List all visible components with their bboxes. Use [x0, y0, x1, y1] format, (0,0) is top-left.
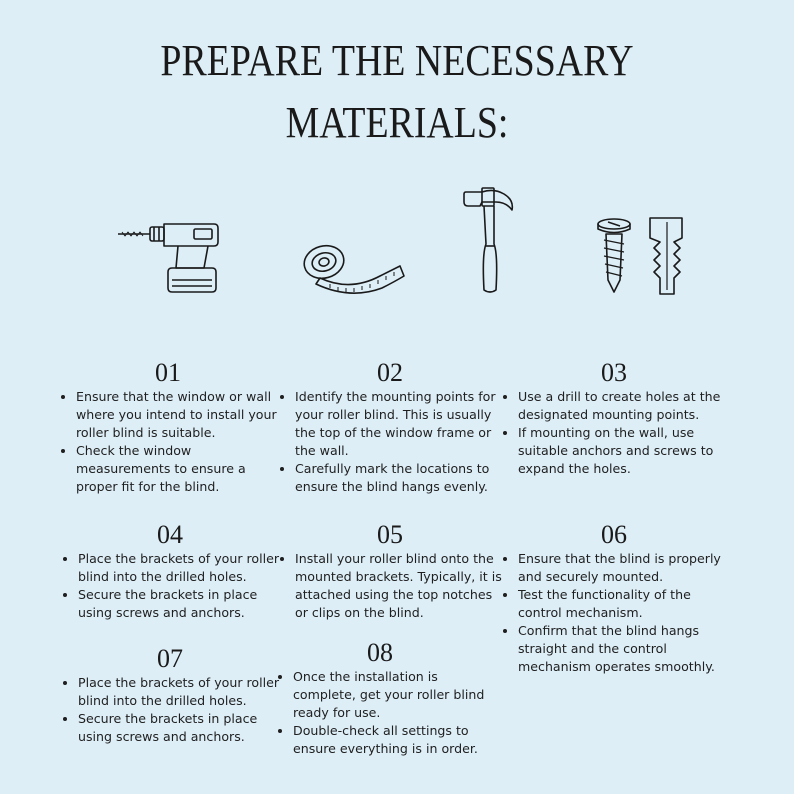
step-bullets [500, 388, 728, 478]
step-bullet: • Secure the brackets in place using screws and anchors. [78, 586, 280, 622]
step-bullet: • Ensure that the window or wall where you intend to install your roller blind is suitable. [76, 388, 278, 442]
step-bullet: • Confirm that the blind hangs straight and the control mechanism operates smoothly. [518, 622, 728, 676]
step-05 [277, 522, 503, 622]
hammer-icon [460, 184, 516, 296]
step-01 [58, 360, 278, 496]
step-bullet: • Place the brackets of your roller blind into the drilled holes. [78, 550, 280, 586]
step-bullet: • Once the installation is complete, get your roller blind ready for use. [293, 668, 485, 722]
step-bullet: • Check the window measurements to ensure a proper fit for the blind. [76, 442, 278, 496]
step-bullets [60, 550, 280, 622]
step-bullet: • Ensure that the blind is properly and securely mounted. [518, 550, 728, 586]
step-bullet: • Identify the mounting points for your roller blind. This is usually the top of the window frame or the wall. [295, 388, 503, 460]
step-bullets [277, 550, 503, 622]
step-number: 02 [377, 358, 403, 387]
page-title [56, 30, 739, 154]
step-02 [277, 360, 503, 496]
step-bullet: • If mounting on the wall, use suitable anchors and screws to expand the holes. [518, 424, 728, 478]
step-bullets [500, 550, 728, 676]
step-number: 04 [157, 520, 183, 549]
screw-and-anchor-icon [594, 214, 690, 300]
title-line-1: PREPARE THE NECESSARY [160, 36, 634, 85]
step-number: 06 [601, 520, 627, 549]
step-bullets [275, 668, 485, 758]
step-bullet: • Secure the brackets in place using screws and anchors. [78, 710, 280, 746]
step-number: 01 [155, 358, 181, 387]
step-number: 05 [377, 520, 403, 549]
step-07 [60, 646, 280, 746]
step-bullet: • Use a drill to create holes at the designated mounting points. [518, 388, 728, 424]
title-line-2: MATERIALS: [285, 98, 509, 147]
step-number: 03 [601, 358, 627, 387]
step-bullet: • Double-check all settings to ensure everything is in order. [293, 722, 485, 758]
drill-icon [114, 214, 224, 296]
step-bullets [277, 388, 503, 496]
step-number: 07 [157, 644, 183, 673]
step-bullet: • Place the brackets of your roller blind into the drilled holes. [78, 674, 280, 710]
step-bullet: • Carefully mark the locations to ensure the blind hangs evenly. [295, 460, 503, 496]
step-06 [500, 522, 728, 676]
step-bullet: • Install your roller blind onto the mounted brackets. Typically, it is attached using the top notches or clips on the blind. [295, 550, 503, 622]
tape-measure-icon [300, 240, 410, 298]
step-bullets [58, 388, 278, 496]
step-08 [275, 640, 485, 758]
step-number: 08 [367, 638, 393, 667]
step-bullet: • Test the functionality of the control mechanism. [518, 586, 728, 622]
step-bullets [60, 674, 280, 746]
step-04 [60, 522, 280, 622]
step-03 [500, 360, 728, 478]
